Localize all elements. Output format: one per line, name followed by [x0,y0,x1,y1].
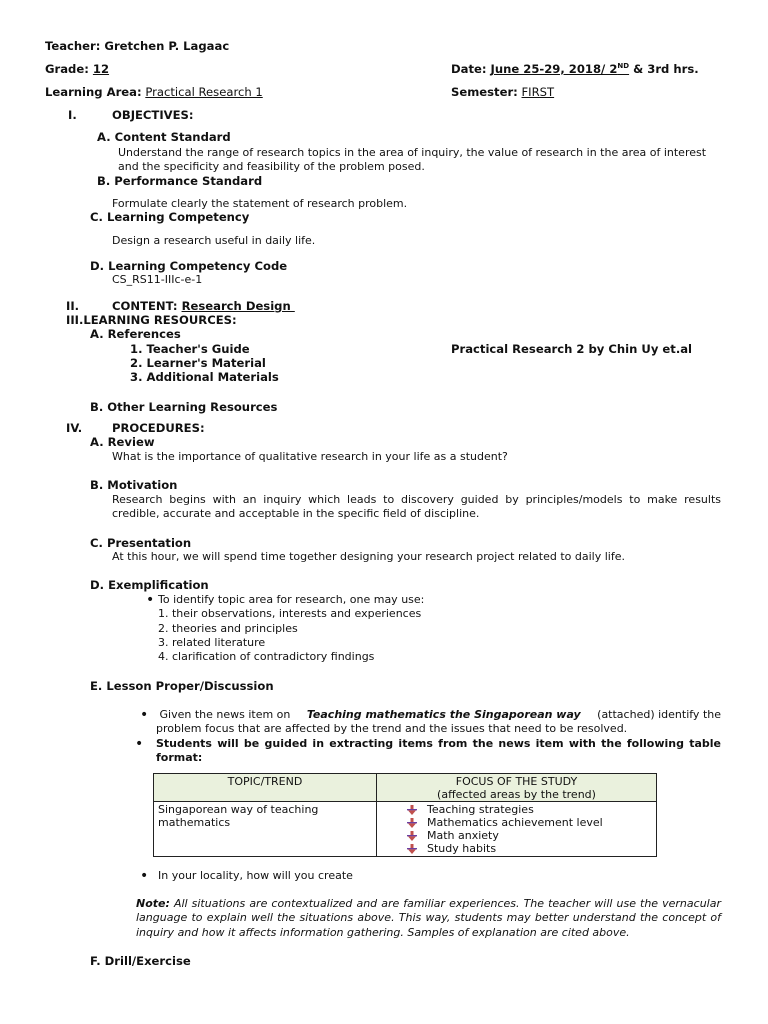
learning-competency-text: Design a research useful in daily life. [112,234,316,247]
bullet-icon: • [140,868,149,884]
exemplification-item: 2. theories and principles [158,622,298,635]
content-standard-text-line2: and the specificity and feasibility of the problem posed. [118,160,425,173]
content-standard-text-line1: Understand the range of research topics in the area of inquiry, the value of research in the area of interest [118,146,707,159]
table-header-focus [377,774,657,802]
grade-line [45,62,109,76]
table-row [154,802,657,857]
presentation-text: At this hour, we will spend time together designing your research project related to daily life. [112,550,625,563]
table-header-focus-line2: (affected areas by the trend) [437,788,596,801]
exemplification-item: 4. clarification of contradictory findings [158,650,375,663]
note-line2: language to explain well the situations above. This way, students may better understand the concept of [136,911,721,924]
table-header-focus-line1: FOCUS OF THE STUDY [455,775,578,788]
learning-area-label: Learning Area: [45,85,142,99]
bullet-icon: • [135,736,144,752]
date-superscript: ND [617,62,630,71]
note-label: Note: [136,897,170,910]
learning-area-value: Practical Research 1 [145,85,263,99]
reference-item: 2. Learner's Material [130,356,266,370]
focus-list-item: Mathematics achievement level [403,816,652,829]
semester-label: Semester: [451,85,518,99]
procedures-numeral: IV. [66,421,83,435]
semester-value: FIRST [521,85,555,99]
table-cell-focus [377,802,657,857]
arrow-down-icon [407,818,417,828]
date-label: Date: [451,62,487,76]
content-value: Research Design [181,299,295,313]
learning-competency-heading: C. Learning Competency [90,210,250,224]
bullet-icon: • [140,707,149,723]
topic-focus-table [153,773,657,857]
lesson-bullet2-line1: Students will be guided in extracting items from the news item with the following table [156,737,721,750]
date-tail: & 3rd hrs. [629,62,699,76]
procedures-heading: PROCEDURES: [112,421,205,435]
bullet-icon: • [146,592,155,608]
lesson-bullet1-line1 [156,708,721,721]
motivation-text-line2: credible, accurate and acceptable in the specific field of discipline. [112,507,480,520]
semester-line [451,85,554,99]
references-heading: A. References [90,327,181,341]
content-numeral: II. [66,299,80,313]
lesson-proper-heading: E. Lesson Proper/Discussion [90,679,274,693]
performance-standard-heading: B. Performance Standard [97,174,263,188]
drill-exercise-heading: F. Drill/Exercise [90,954,191,968]
grade-label: Grade: [45,62,89,76]
arrow-down-icon [407,844,417,854]
lesson-bullet1-post: (attached) identify the [593,708,721,721]
date-line [451,62,699,76]
content-standard-heading: A. Content Standard [97,130,231,144]
note-line1: Note: All situations are contextualized and are familiar experiences. The teacher will use the vernacular [136,897,721,910]
teacher-name: Teacher: Gretchen P. Lagaac [45,39,230,53]
reference-item: 3. Additional Materials [130,370,279,384]
arrow-down-icon [407,831,417,841]
review-heading: A. Review [90,435,155,449]
review-text: What is the importance of qualitative research in your life as a student? [112,450,508,463]
focus-list-item: Study habits [403,842,652,855]
exemplification-item: 3. related literature [158,636,266,649]
lesson-bullet1-pre: Given the news item on [156,708,294,721]
content-label: CONTENT: [112,299,178,313]
objectives-numeral: I. [68,108,77,122]
lesson-bullet1-line2: problem focus that are affected by the trend and the issues that need to be resolved. [156,722,628,735]
content-line [112,299,295,313]
motivation-heading: B. Motivation [90,478,178,492]
date-value: June 25-29, 2018/ 2ND [490,62,630,76]
news-item-title: Teaching mathematics the Singaporean way [306,708,581,721]
focus-list-item: Teaching strategies [403,803,652,816]
arrow-down-icon [407,805,417,815]
locality-text: In your locality, how will you create [158,869,353,882]
exemplification-heading: D. Exemplification [90,578,209,592]
other-resources-heading: B. Other Learning Resources [90,400,278,414]
competency-code-text: CS_RS11-IIIc-e-1 [112,273,203,286]
objectives-heading: OBJECTIVES: [112,108,194,122]
presentation-heading: C. Presentation [90,536,192,550]
table-cell-topic: Singaporean way of teaching mathematics [154,802,377,857]
reference-item: 1. Teacher's Guide [130,342,250,356]
exemplification-item: 1. their observations, interests and experiences [158,607,422,620]
exemplification-bullet-text: To identify topic area for research, one may use: [158,593,425,606]
competency-code-heading: D. Learning Competency Code [90,259,288,273]
grade-value: 12 [92,62,110,76]
motivation-text-line1: Research begins with an inquiry which leads to discovery guided by principles/models to make results [112,493,721,506]
learning-area-line [45,85,263,99]
lesson-bullet2-line2: format: [156,751,203,764]
learning-resources-heading: III.LEARNING RESOURCES: [66,313,237,327]
teacher-guide-value: Practical Research 2 by Chin Uy et.al [451,342,693,356]
table-header-row [154,774,657,802]
focus-list-item: Math anxiety [403,829,652,842]
performance-standard-text: Formulate clearly the statement of research problem. [112,197,408,210]
table-header-topic: TOPIC/TREND [154,774,377,802]
note-line3: inquiry and how it affects information gathering. Samples of explanation are cited above. [136,926,630,939]
